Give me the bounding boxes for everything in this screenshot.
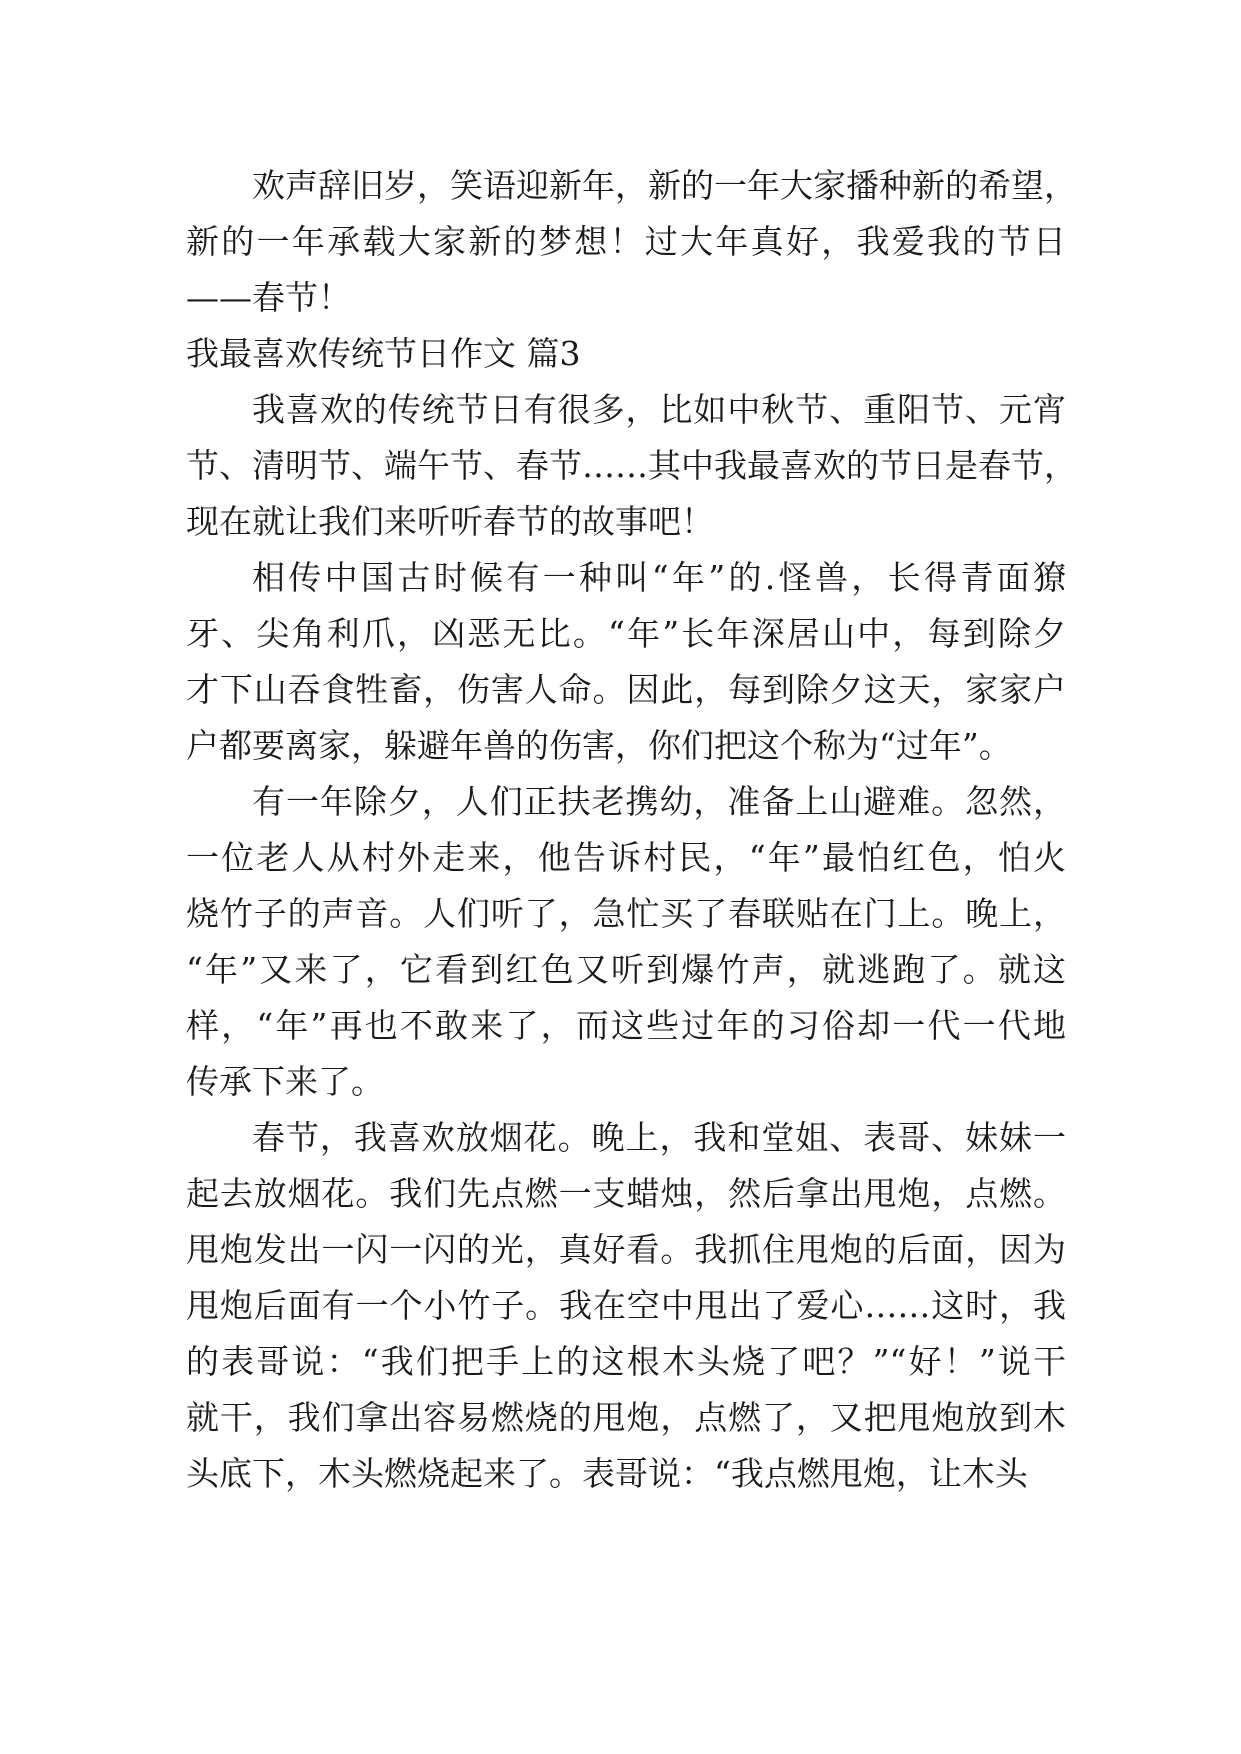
- text-line: 有一年除夕，人们正扶老携幼，准备上山避难。忽然，: [252, 782, 1066, 821]
- text-line: 头底下，木头燃烧起来了。表哥说：“我点燃甩炮，让木头: [186, 1454, 1028, 1493]
- text-line: 相传中国古时候有一种叫“年”的.怪兽，长得青面獠: [252, 558, 1066, 597]
- text-line: 新的一年承载大家新的梦想！过大年真好，我爱我的节日: [186, 222, 1066, 261]
- text-line: “年”又来了，它看到红色又听到爆竹声，就逃跑了。就这: [186, 950, 1066, 989]
- text-line: 我喜欢的传统节日有很多，比如中秋节、重阳节、元宵: [252, 390, 1066, 429]
- paragraph-favorite-festivals: [186, 382, 1077, 550]
- text-line: 传承下来了。: [186, 1062, 384, 1101]
- text-line: 烧竹子的声音。人们听了，急忙买了春联贴在门上。晚上，: [186, 894, 1066, 933]
- text-line: 一位老人从村外走来，他告诉村民，“年”最怕红色，怕火: [186, 838, 1066, 877]
- text-line: 牙、尖角利爪，凶恶无比。“年”长年深居山中，每到除夕: [186, 614, 1066, 653]
- text-line: 样，“年”再也不敢来了，而这些过年的习俗却一代一代地: [186, 1006, 1066, 1045]
- paragraph-fireworks: [186, 1110, 1066, 1502]
- text-line: 就干，我们拿出容易燃烧的甩炮，点燃了，又把甩炮放到木: [186, 1398, 1066, 1437]
- text-line: 甩炮后面有一个小竹子。我在空中甩出了爱心……这时，我: [186, 1286, 1066, 1325]
- text-line: ——春节！: [186, 278, 351, 317]
- document-body: [186, 158, 1077, 1502]
- text-line: 户都要离家，躲避年兽的伤害，你们把这个称为“过年”。: [186, 726, 1012, 765]
- paragraph-intro: [186, 158, 1077, 326]
- paragraph-old-man: [186, 774, 1066, 1110]
- text-line: 节、清明节、端午节、春节……其中我最喜欢的节日是春节，: [186, 446, 1077, 485]
- text-line: 才下山吞食牲畜，伤害人命。因此，每到除夕这天，家家户: [186, 670, 1066, 709]
- section-heading: 我最喜欢传统节日作文 篇3: [186, 334, 581, 373]
- text-line: 起去放烟花。我们先点燃一支蜡烛，然后拿出甩炮，点燃。: [186, 1174, 1066, 1213]
- paragraph-nian-legend: [186, 550, 1066, 774]
- text-line: 欢声辞旧岁，笑语迎新年，新的一年大家播种新的希望，: [252, 166, 1077, 205]
- text-line: 现在就让我们来听听春节的故事吧！: [186, 502, 714, 541]
- text-line: 的表哥说：“我们把手上的这根木头烧了吧？”“好！”说干: [186, 1342, 1066, 1381]
- text-line: 春节，我喜欢放烟花。晚上，我和堂姐、表哥、妹妹一: [252, 1118, 1066, 1157]
- text-line: 甩炮发出一闪一闪的光，真好看。我抓住甩炮的后面，因为: [186, 1230, 1066, 1269]
